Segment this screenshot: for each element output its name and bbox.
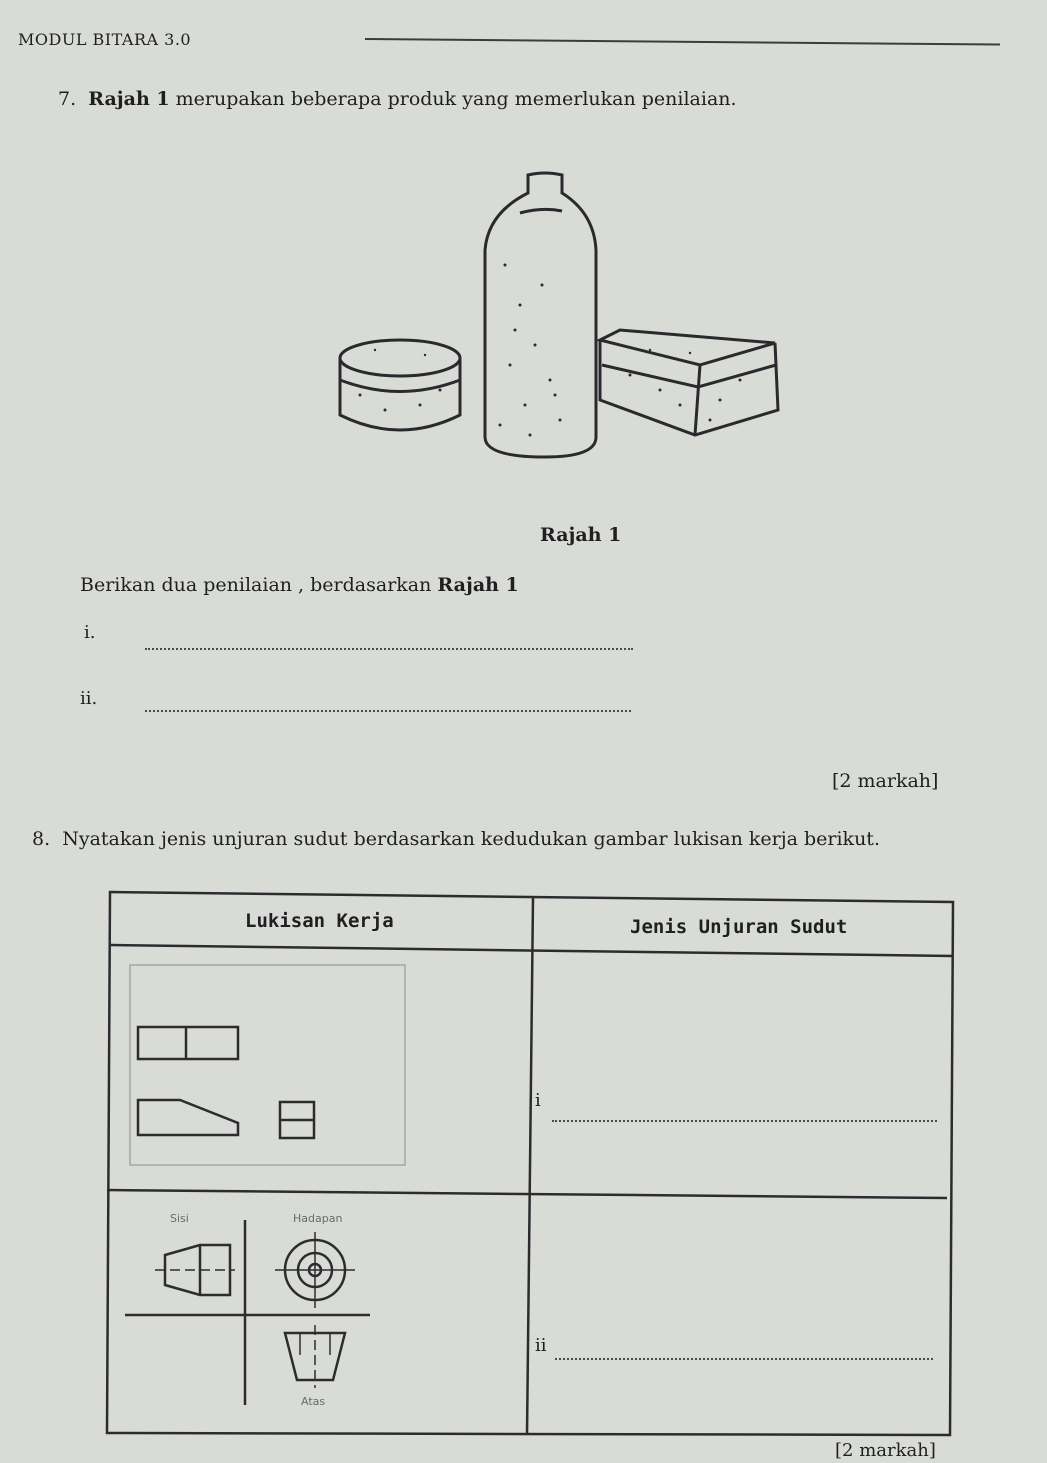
answer-label-i: i. (84, 622, 96, 643)
question-8-text (32, 828, 880, 850)
answer-label-ii: ii. (80, 688, 98, 709)
prompt-text: Berikan dua penilaian , berdasarkan (80, 574, 438, 596)
box-drawing (600, 330, 778, 435)
question-7-text (58, 88, 737, 110)
header-rule (365, 38, 1000, 46)
question-8-text-body: Nyatakan jenis unjuran sudut berdasarkan kedudukan gambar lukisan kerja berikut. (62, 828, 880, 850)
question-7-prompt (80, 574, 519, 596)
question-7-text-rest: merupakan beberapa produk yang memerlukan penilaian. (169, 88, 737, 110)
header-lukisan-kerja: Lukisan Kerja (245, 910, 394, 932)
round-container-drawing (340, 340, 460, 430)
table-answer-label-ii: ii (535, 1335, 547, 1356)
view-label-top: Atas (301, 1395, 326, 1408)
working-drawing-2 (120, 1220, 520, 1420)
projection-table (105, 890, 955, 1440)
module-header: MODUL BITARA 3.0 (18, 30, 192, 49)
question-8-marks: [2 markah] (835, 1440, 936, 1461)
table-answer-label-i: i (535, 1090, 541, 1111)
speckle-texture (359, 264, 742, 437)
question-7-figure-ref: Rajah 1 (88, 88, 170, 110)
bottle-drawing (485, 173, 596, 457)
table-answer-line-i[interactable] (552, 1120, 937, 1122)
figure-caption: Rajah 1 (540, 524, 622, 546)
header-jenis-unjuran: Jenis Unjuran Sudut (630, 916, 848, 938)
answer-label-table-ii (535, 1335, 547, 1356)
question-7-marks: [2 markah] (832, 770, 939, 792)
question-7-number: 7. (58, 88, 77, 110)
view-label-front: Hadapan (293, 1212, 343, 1225)
prompt-figure-ref: Rajah 1 (437, 574, 519, 596)
answer-line-i[interactable] (145, 648, 633, 650)
answer-label-table-i (535, 1090, 541, 1111)
question-8-number: 8. (32, 828, 51, 850)
working-drawing-1 (120, 955, 520, 1180)
products-illustration (330, 165, 790, 465)
view-label-side: Sisi (170, 1212, 189, 1225)
answer-line-ii[interactable] (145, 710, 631, 712)
table-answer-line-ii[interactable] (555, 1358, 933, 1360)
